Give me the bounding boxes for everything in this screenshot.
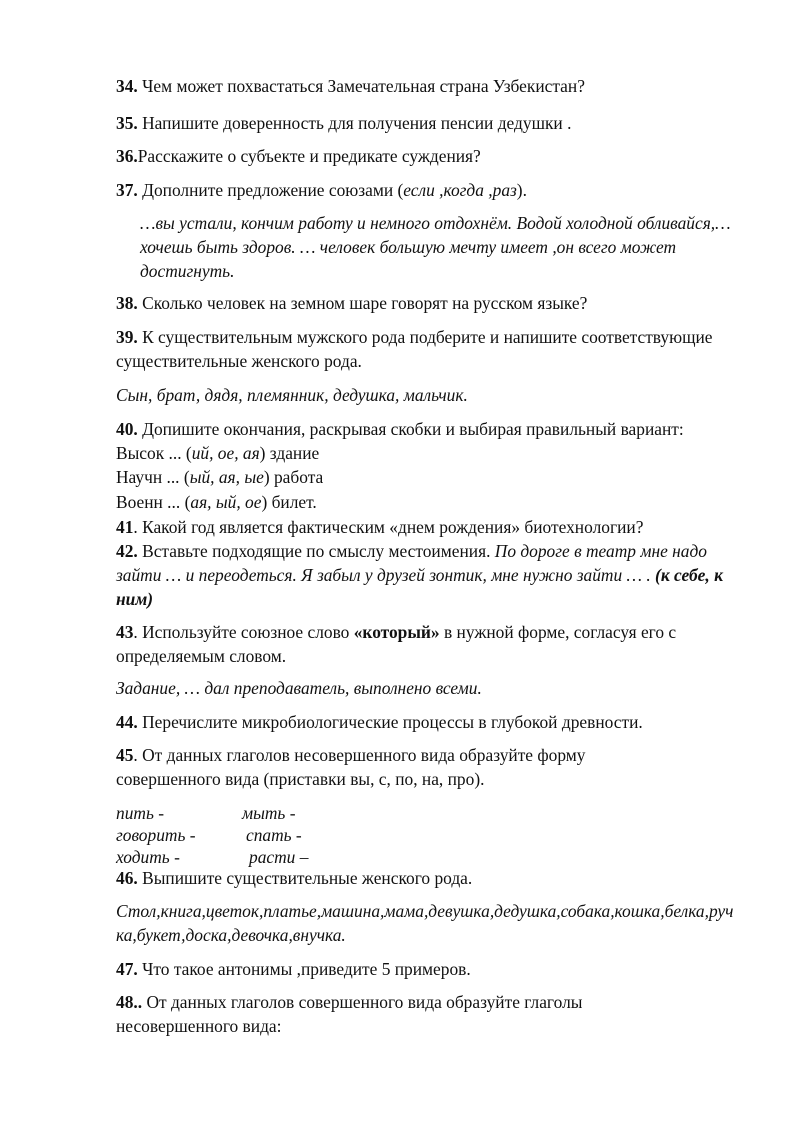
question-42 — [116, 539, 756, 611]
question-34 — [116, 74, 756, 98]
question-text: Расскажите о субъекте и предикате суждения? — [137, 146, 481, 166]
question-42-answer: (к себе, к ним) — [116, 565, 723, 609]
question-text: Сколько человек на земном шаре говорят на русском языке? — [137, 293, 588, 313]
question-text: Вставьте подходящие по смыслу местоимения. — [137, 541, 495, 561]
question-text: К существительным мужского рода подберите и напишите соответствующие существительные женского рода. — [116, 327, 713, 371]
question-39-example: Сын, брат, дядя, племянник, дедушка, мальчик. — [116, 385, 468, 405]
question-number: 38. — [116, 293, 138, 313]
question-45 — [116, 743, 676, 791]
keyword: «который» — [353, 622, 440, 642]
question-text: . Используйте союзное слово — [133, 622, 354, 642]
question-40-line: Высок ... (ий, ое, ая) здание — [116, 443, 320, 463]
question-text: Что такое антонимы ,приведите 5 примеров. — [137, 959, 471, 979]
question-36 — [116, 144, 756, 168]
question-number: 37. — [116, 180, 138, 200]
question-41 — [116, 515, 756, 539]
question-number: 42. — [116, 541, 138, 561]
question-text-end: в нужной форме, согласуя его с определяемым словом. — [116, 622, 677, 666]
question-number: 43 — [116, 622, 134, 642]
verb-row: говорить - спать - — [116, 825, 302, 845]
question-text: Допишите окончания, раскрывая скобки и выбирая правильный вариант: — [137, 419, 684, 439]
question-number: 45 — [116, 745, 134, 765]
question-number: 48.. — [116, 992, 143, 1012]
question-47 — [116, 957, 756, 981]
question-number: 41 — [116, 517, 134, 537]
question-text: Выпишите существительные женского рода. — [137, 868, 473, 888]
question-40-line: Военн ... (ая, ый, ое) билет. — [116, 492, 317, 512]
question-number: 34. — [116, 76, 138, 96]
question-text: Перечислите микробиологические процессы в глубокой древности. — [137, 712, 643, 732]
question-number: 40. — [116, 419, 138, 439]
conjunction-list: если ,когда ,раз — [403, 180, 517, 200]
question-39 — [116, 325, 756, 373]
question-number: 35. — [116, 113, 138, 133]
question-text: Дополните предложение союзами ( — [137, 180, 404, 200]
question-40 — [116, 417, 776, 441]
verb-row: ходить - расти – — [116, 847, 309, 867]
question-37 — [116, 178, 756, 202]
question-text: Напишите доверенность для получения пенсии дедушки . — [137, 113, 572, 133]
question-46 — [116, 866, 756, 890]
question-text-end: ). — [516, 180, 527, 200]
question-40-line: Научн ... (ый, ая, ые) работа — [116, 467, 324, 487]
question-44 — [116, 710, 756, 734]
question-text: . Какой год является фактическим «днем рождения» биотехнологии? — [133, 517, 644, 537]
question-38 — [116, 291, 756, 315]
verb-row: пить - мыть - — [116, 803, 296, 823]
question-48 — [116, 990, 676, 1038]
question-text: . От данных глаголов несовершенного вида образуйте форму совершенного вида (приставки вы, с, по, на, про). — [116, 745, 586, 789]
question-43 — [116, 620, 756, 668]
question-35 — [116, 111, 756, 135]
question-number: 39. — [116, 327, 138, 347]
question-text: От данных глаголов совершенного вида образуйте глаголы несовершенного вида: — [116, 992, 583, 1036]
question-number: 46. — [116, 868, 138, 888]
question-46-example: Стол,книга,цветок,платье,машина,мама,девушка,дедушка,собака,кошка,белка,ручка,букет,доска,девочка,внучка. — [116, 901, 734, 945]
question-number: 47. — [116, 959, 138, 979]
question-37-example: …вы устали, кончим работу и немного отдохнём. Водой холодной обливайся,… хочешь быть здоров. … человек большую мечту имеет ,он всего может достигнуть. — [140, 213, 731, 281]
question-text: Чем может похвастаться Замечательная страна Узбекистан? — [137, 76, 585, 96]
question-42-example: По дороге в театр мне надо зайти … и переодеться. Я забыл у друзей зонтик, мне нужно зайти … . — [116, 541, 707, 585]
question-number: 44. — [116, 712, 138, 732]
question-43-example: Задание, … дал преподаватель, выполнено всеми. — [116, 678, 482, 698]
question-number: 36. — [116, 146, 138, 166]
